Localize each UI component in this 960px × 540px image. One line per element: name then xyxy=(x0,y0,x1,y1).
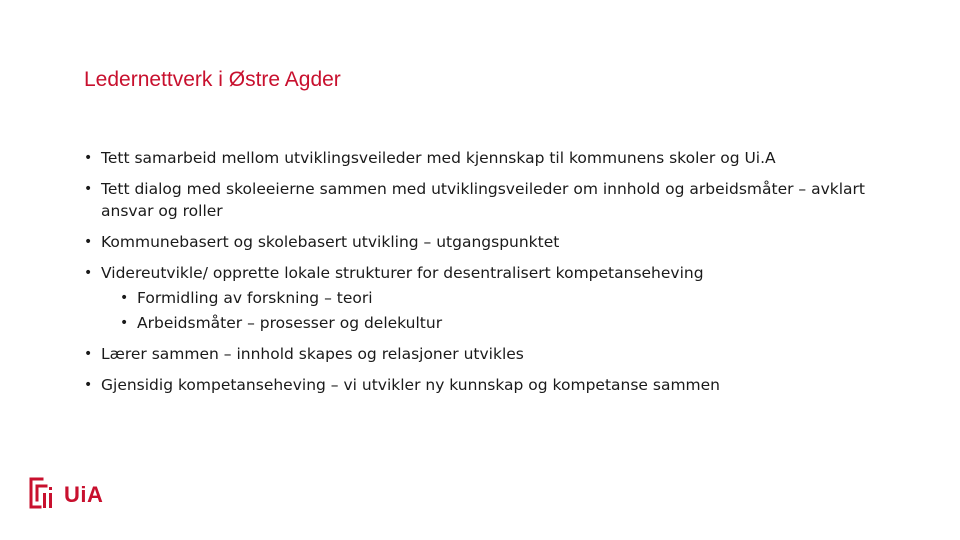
bullet-item xyxy=(84,231,914,253)
uia-logo xyxy=(26,477,103,513)
bullet-text: Gjensidig kompetanseheving – vi utvikler ny kunnskap og kompetanse sammen xyxy=(101,376,721,394)
sub-bullet-list xyxy=(101,287,914,334)
bullet-item xyxy=(84,343,914,365)
sub-bullet-text: Formidling av forskning – teori xyxy=(137,289,373,307)
sub-bullet-text: Arbeidsmåter – prosesser og delekultur xyxy=(137,314,443,332)
slide-title: Ledernettverk i Østre Agder xyxy=(84,68,341,91)
bullet-text: Tett dialog med skoleeierne sammen med utviklingsveileder om innhold og arbeidsmåter – avklart ansvar og roller xyxy=(101,180,865,220)
bullet-text: Videreutvikle/ opprette lokale strukturer for desentralisert kompetanseheving xyxy=(101,264,704,282)
bullet-item xyxy=(84,178,914,222)
bullet-item xyxy=(84,374,914,396)
bullet-list xyxy=(84,147,914,405)
bullet-text: Lærer sammen – innhold skapes og relasjoner utvikles xyxy=(101,345,524,363)
sub-bullet-item xyxy=(101,312,914,334)
sub-bullet-item xyxy=(101,287,914,309)
bullet-text: Tett samarbeid mellom utviklingsveileder med kjennskap til kommunens skoler og Ui.A xyxy=(101,149,776,167)
uia-logo-icon xyxy=(26,476,58,515)
logo-text: UiA xyxy=(64,482,104,507)
bullet-item xyxy=(84,147,914,169)
bullet-item xyxy=(84,262,914,334)
bullet-text: Kommunebasert og skolebasert utvikling – utgangspunktet xyxy=(101,233,560,251)
